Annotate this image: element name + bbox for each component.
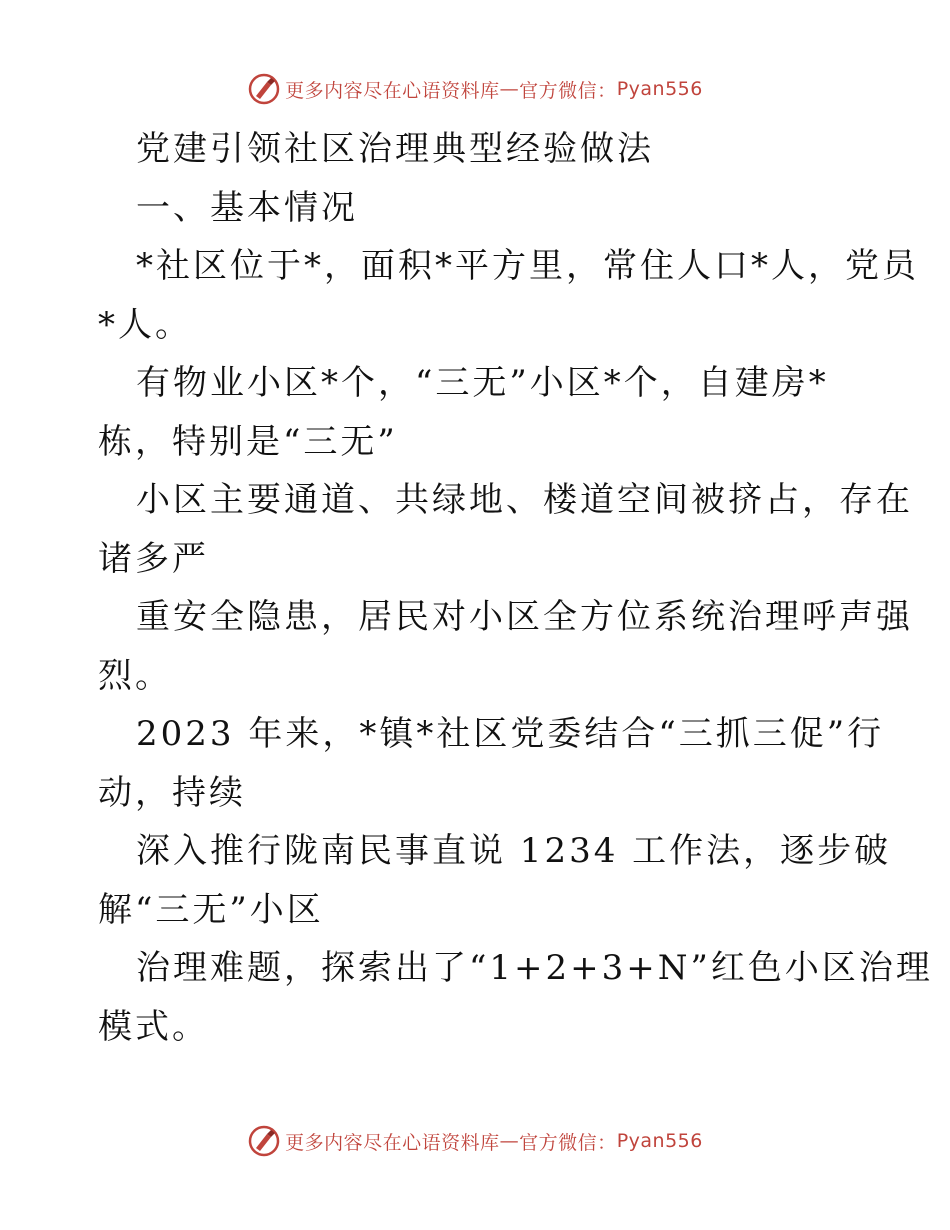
section-heading: 一、基本情况 bbox=[136, 187, 358, 228]
paragraph-line: 模式。 bbox=[98, 1006, 209, 1047]
paragraph-line: 栋，特别是“三无” bbox=[98, 421, 398, 462]
paragraph-line: 2023 年来，*镇*社区党委结合“三抓三促”行 bbox=[136, 714, 885, 754]
paragraph-line: *社区位于*，面积*平方里，常住人口*人，党员 bbox=[136, 246, 919, 286]
paragraph-line: 重安全隐患，居民对小区全方位系统治理呼声强 bbox=[136, 597, 913, 637]
watermark-dash: — bbox=[499, 78, 520, 100]
paragraph-line: 诸多严 bbox=[98, 538, 209, 579]
watermark-header bbox=[0, 72, 950, 106]
paragraph-line: 动，持续 bbox=[98, 772, 246, 813]
paragraph-line: 解“三无”小区 bbox=[98, 889, 324, 930]
document-title: 党建引领社区治理典型经验做法 bbox=[136, 129, 654, 169]
paragraph-line: 有物业小区*个，“三无”小区*个，自建房* bbox=[136, 363, 829, 403]
paragraph-line: 治理难题，探索出了“1+2+3+N”红色小区治理 bbox=[136, 948, 933, 988]
paragraph-line: 烈。 bbox=[98, 655, 172, 696]
watermark-dash: — bbox=[499, 1130, 520, 1152]
paragraph-line: 深入推行陇南民事直说 1234 工作法，逐步破 bbox=[136, 831, 892, 871]
watermark-id: Pyan556 bbox=[616, 78, 703, 100]
pen-logo-icon bbox=[247, 1124, 281, 1158]
paragraph-line: *人。 bbox=[98, 304, 192, 345]
pen-logo-icon bbox=[247, 72, 281, 106]
watermark-text: 更多内容尽在心语资料库 bbox=[285, 1131, 500, 1154]
watermark-id: Pyan556 bbox=[616, 1130, 703, 1152]
document-body bbox=[98, 120, 933, 1056]
watermark-official: 官方微信： bbox=[519, 1131, 617, 1154]
watermark-text: 更多内容尽在心语资料库 bbox=[285, 79, 500, 102]
watermark-official: 官方微信： bbox=[519, 79, 617, 102]
paragraph-line: 小区主要通道、共绿地、楼道空间被挤占，存在 bbox=[136, 480, 913, 520]
watermark-footer bbox=[0, 1124, 950, 1158]
